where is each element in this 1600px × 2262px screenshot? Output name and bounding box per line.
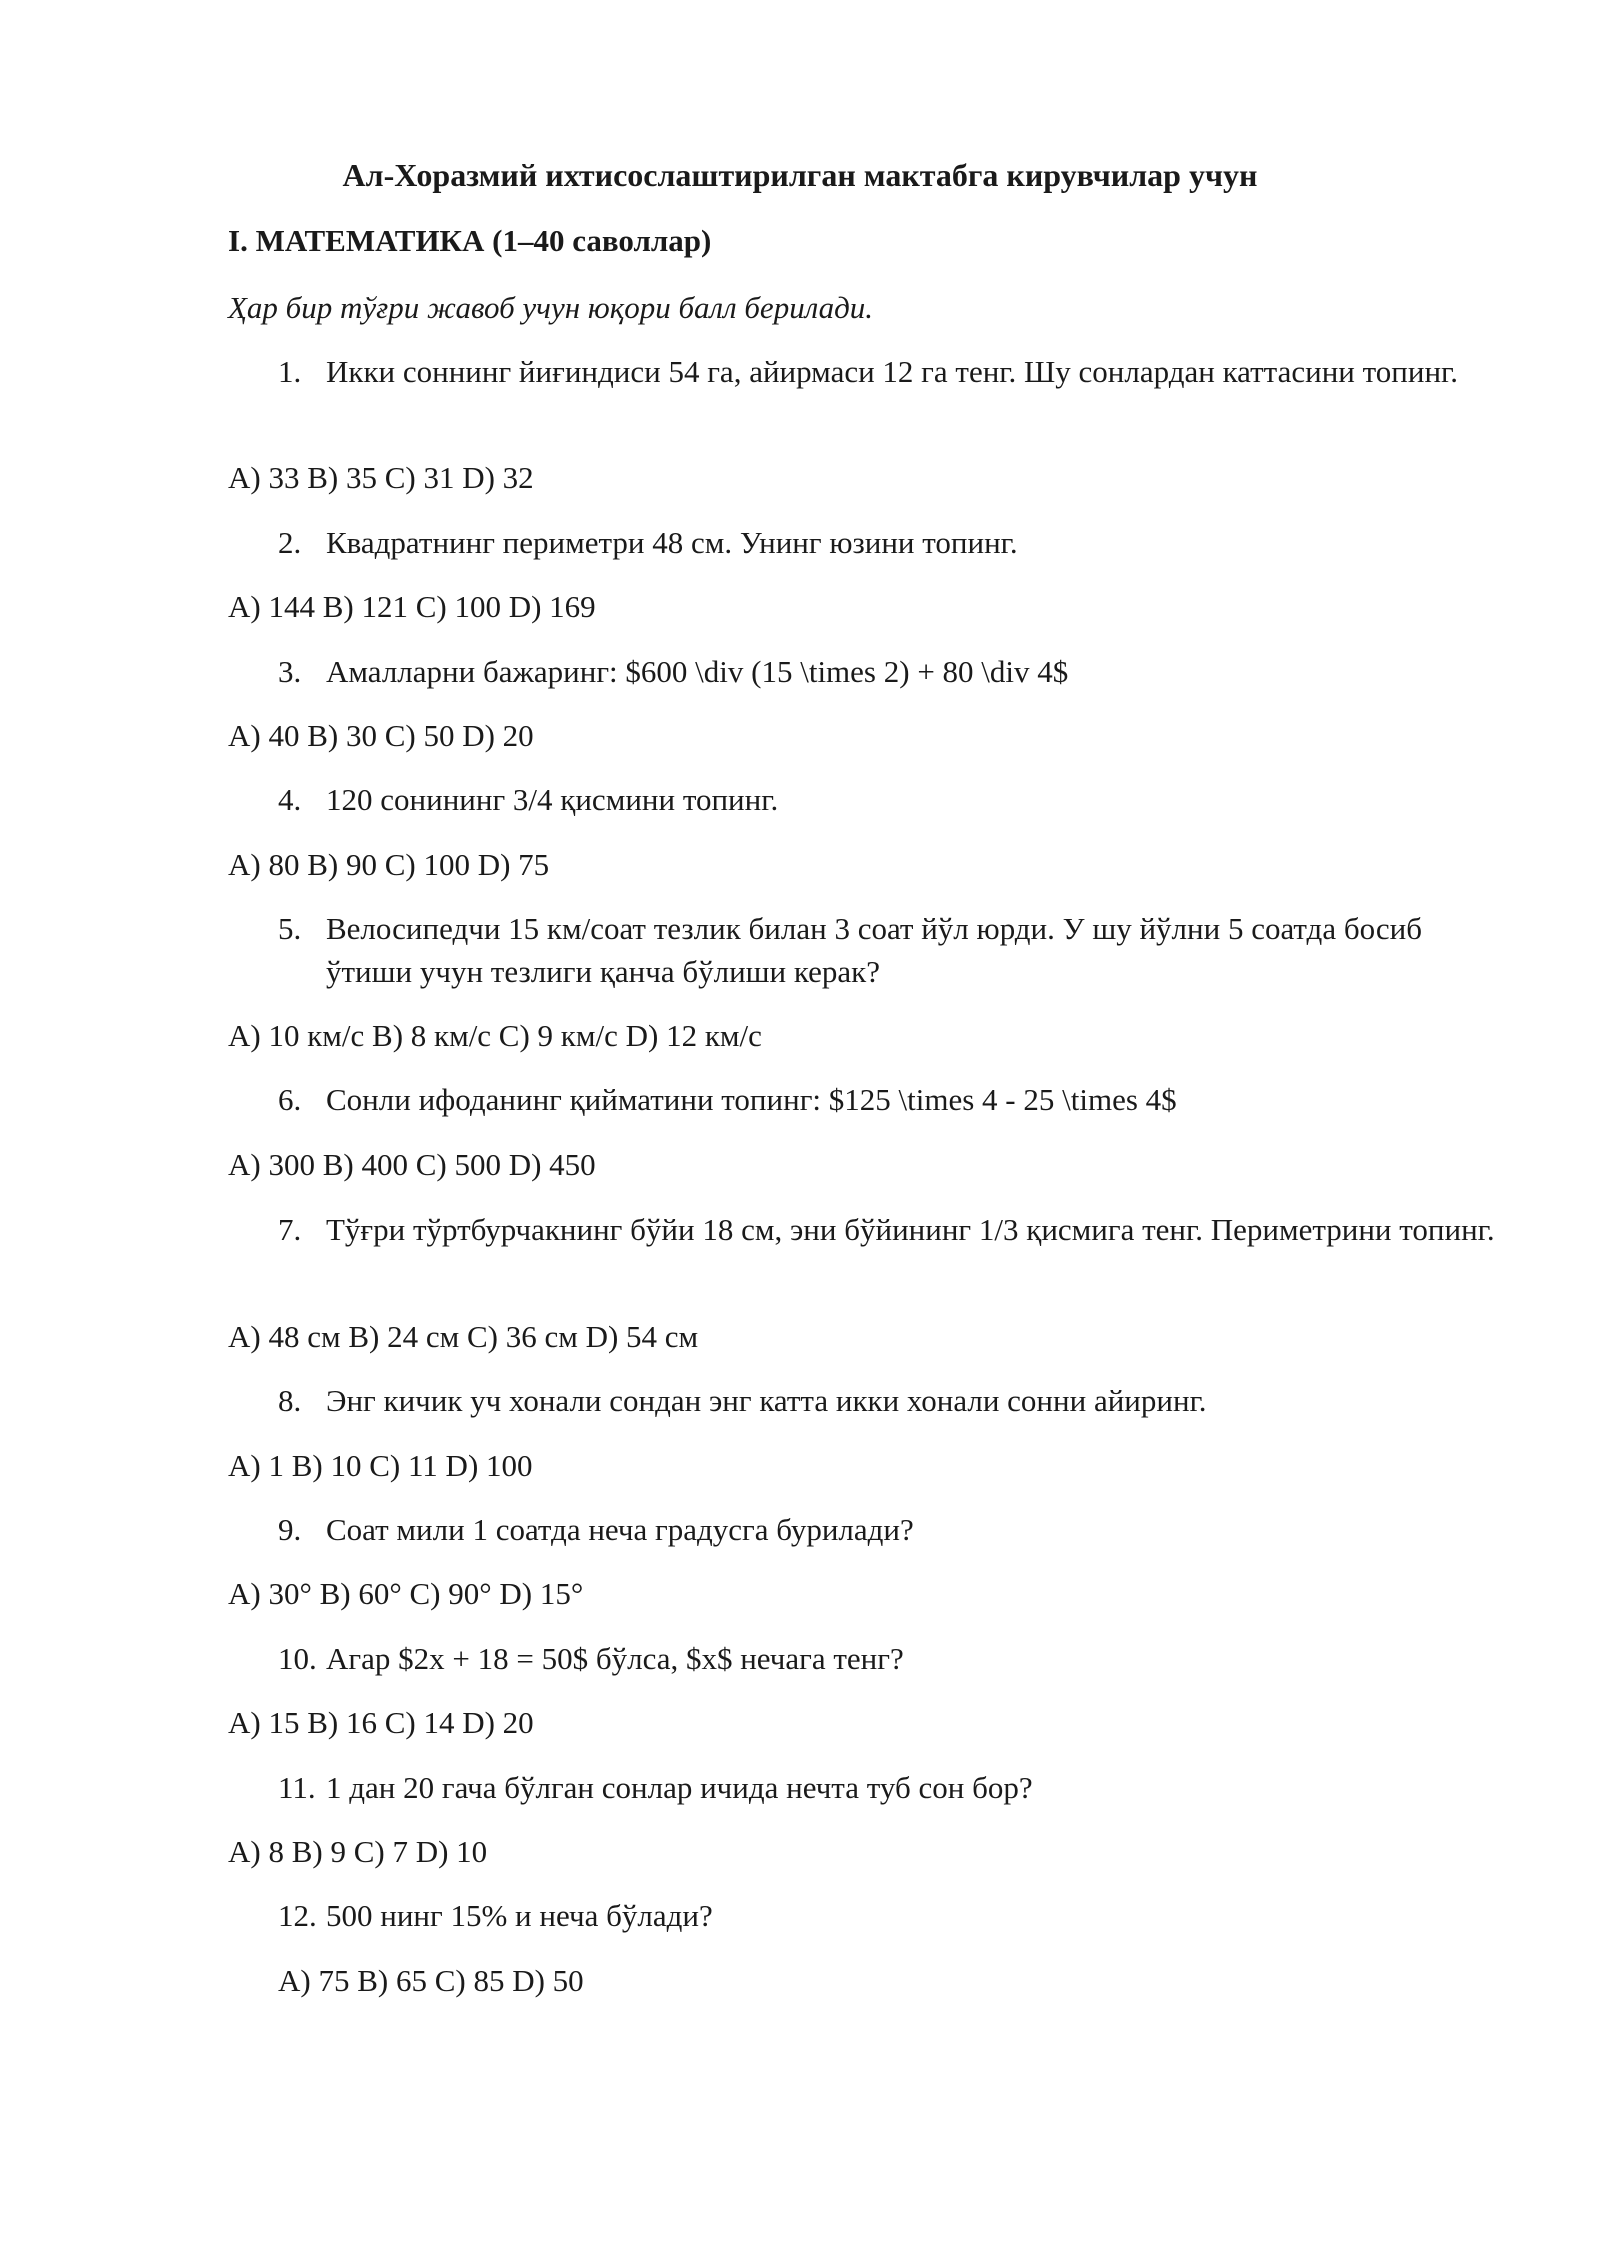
question-text: Сонли ифоданинг қийматини топинг: $125 \times 4 - 25 \times 4$	[326, 1082, 1177, 1117]
question-number: 1.	[278, 354, 302, 389]
answer-options-2: A) 144 B) 121 C) 100 D) 169	[228, 589, 596, 624]
question-number: 4.	[278, 782, 302, 817]
question-11	[278, 1766, 1498, 1809]
question-number: 10.	[278, 1641, 317, 1676]
answer-options-11: A) 8 B) 9 C) 7 D) 10	[228, 1834, 488, 1869]
answer-options-6: A) 300 B) 400 C) 500 D) 450	[228, 1147, 596, 1182]
question-number: 9.	[278, 1512, 302, 1547]
answer-options-12: A) 75 B) 65 C) 85 D) 50	[278, 1963, 584, 1998]
question-1	[278, 350, 1498, 393]
question-text: Икки соннинг йиғиндиси 54 га, айирмаси 12 га тенг. Шу сонлардан каттасини топинг.	[326, 354, 1459, 389]
question-number: 8.	[278, 1383, 302, 1418]
question-text: 1 дан 20 гача бўлган сонлар ичида нечта туб сон бор?	[326, 1770, 1033, 1805]
answer-options-4: A) 80 B) 90 C) 100 D) 75	[228, 847, 550, 882]
section-heading: I. МАТЕМАТИКА (1–40 саволлар)	[228, 223, 712, 258]
question-number: 7.	[278, 1212, 302, 1247]
question-number: 11.	[278, 1770, 316, 1805]
question-text: Соат мили 1 соатда неча градусга бурилади?	[326, 1512, 914, 1547]
answer-options-1: A) 33 B) 35 C) 31 D) 32	[228, 460, 534, 495]
question-5	[278, 907, 1498, 993]
question-number: 5.	[278, 911, 302, 946]
intro-note: Ҳар бир тўғри жавоб учун юқори балл берилади.	[228, 290, 874, 325]
question-text: 500 нинг 15% и неча бўлади?	[326, 1898, 713, 1933]
question-number: 3.	[278, 654, 302, 689]
question-number: 2.	[278, 525, 302, 560]
answer-options-10: A) 15 B) 16 C) 14 D) 20	[228, 1705, 534, 1740]
document-title: Ал-Хоразмий ихтисослаштирилган мактабга кирувчилар учун	[342, 157, 1258, 193]
question-10	[278, 1637, 1498, 1680]
question-text: Квадратнинг периметри 48 см. Унинг юзини топинг.	[326, 525, 1018, 560]
question-text: Агар $2x + 18 = 50$ бўлса, $x$ нечага тенг?	[326, 1641, 904, 1676]
question-3	[278, 650, 1498, 693]
question-12	[278, 1894, 1498, 1937]
question-9	[278, 1508, 1498, 1551]
answer-options-9: A) 30° B) 60° C) 90° D) 15°	[228, 1576, 584, 1611]
question-text: Амалларни бажаринг: $600 \div (15 \times 2) + 80 \div 4$	[326, 654, 1069, 689]
answer-options-7: A) 48 см B) 24 см C) 36 см D) 54 см	[228, 1319, 699, 1354]
question-number: 12.	[278, 1898, 317, 1933]
answer-options-5: A) 10 км/с B) 8 км/с C) 9 км/с D) 12 км/с	[228, 1018, 762, 1053]
question-text: Энг кичик уч хонали сондан энг катта икки хонали сонни айиринг.	[326, 1383, 1207, 1418]
answer-options-3: A) 40 B) 30 C) 50 D) 20	[228, 718, 534, 753]
question-4	[278, 778, 1498, 821]
question-number: 6.	[278, 1082, 302, 1117]
answer-options-8: A) 1 B) 10 C) 11 D) 100	[228, 1448, 533, 1483]
question-7	[278, 1208, 1498, 1251]
question-2	[278, 521, 1498, 564]
question-text: Тўғри тўртбурчакнинг бўйи 18 см, эни бўйининг 1/3 қисмига тенг. Периметрини топинг.	[326, 1212, 1495, 1247]
question-6	[278, 1078, 1498, 1121]
question-8	[278, 1379, 1498, 1422]
question-text: Велосипедчи 15 км/соат тезлик билан 3 соат йўл юрди. У шу йўлни 5 соатда босиб ўтиши учун тезлиги қанча бўлиши керак?	[326, 911, 1423, 989]
question-text: 120 сонининг 3/4 қисмини топинг.	[326, 782, 779, 817]
